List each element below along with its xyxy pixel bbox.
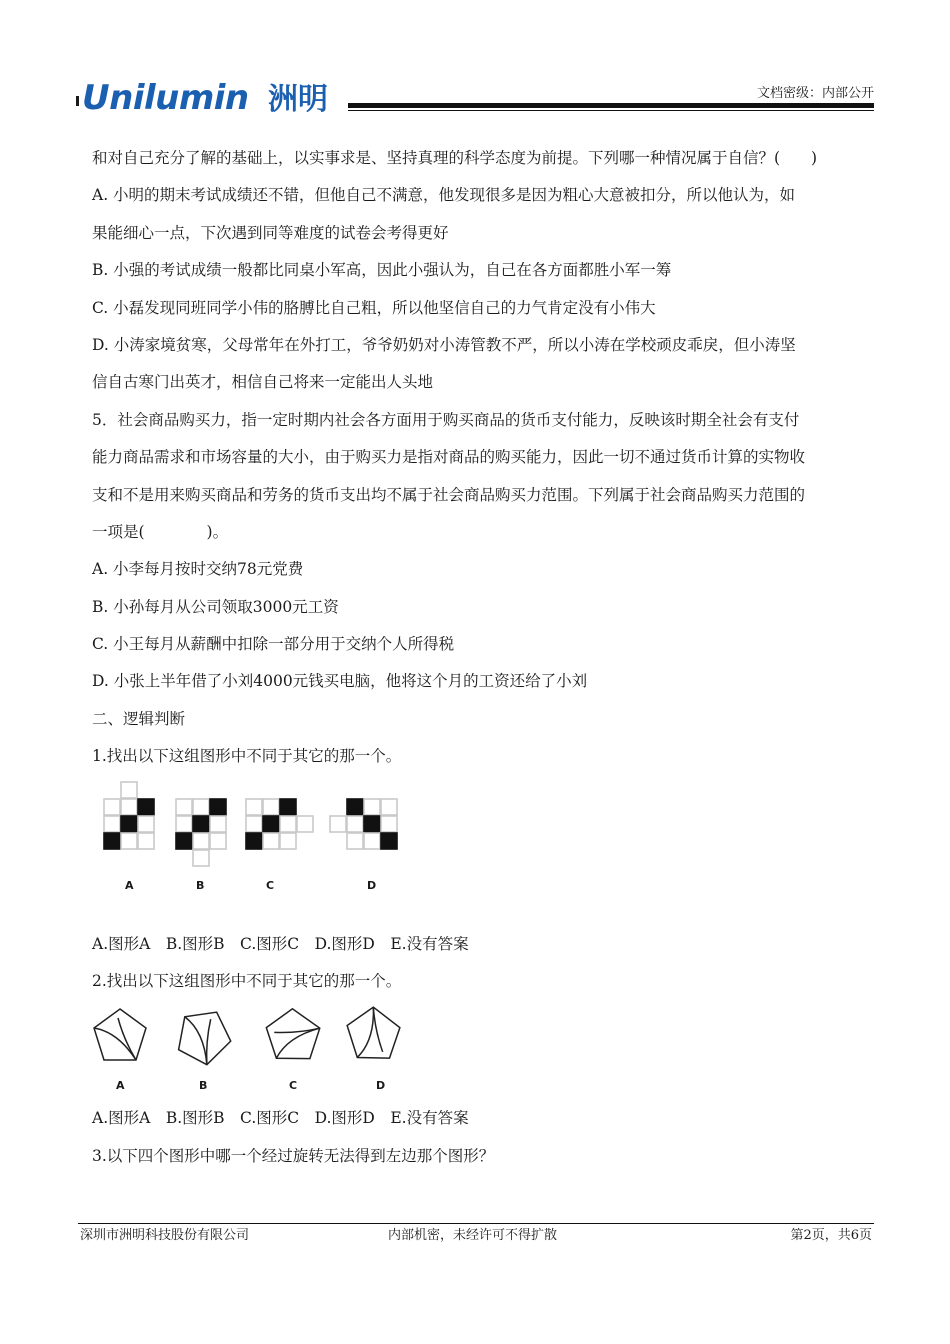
logic-question-3: 3.以下四个图形中哪一个经过旋转无法得到左边那个图形？ [92,1146,495,1165]
pentagon-label-a: A [116,1079,125,1093]
logic-figure-2 [92,1000,862,1100]
section-heading-logic: 二、逻辑判断 [92,709,186,728]
figure-label-b: B [196,878,205,892]
pentagon-figures [92,1004,422,1084]
question-4-option-a: A. 小明的期末考试成绩还不错，但他自己不满意，他发现很多是因为粗心大意被扣分，所以他认为，如 [92,186,796,205]
logic-question-2-options: A.图形A B.图形B C.图形C D.图形D E.没有答案 [92,1109,469,1128]
question-4-option-c: C. 小磊发现同班同学小伟的胳膊比自己粗，所以他坚信自己的力气肯定没有小伟大 [92,298,656,317]
question-4-option-d-cont: 信自古寒门出英才，相信自己将来一定能出人头地 [92,373,434,392]
pentagon-figure-b [170,1000,240,1069]
question-5-stem-2: 能力商品需求和市场容量的大小，由于购买力是指对商品的购买能力，因此一切不通过货币计算的实物收 [92,448,806,467]
grid-figure-a [104,782,154,849]
pentagon-figure-c [258,1003,323,1068]
pentagon-label-c: C [289,1079,298,1093]
question-5-stem-4: 一项是( )。 [92,522,229,541]
page-header [0,0,950,130]
logic-question-2: 2.找出以下这组图形中不同于其它的那一个。 [92,972,402,991]
question-5-option-c: C. 小王每月从薪酬中扣除一部分用于交纳个人所得税 [92,635,455,654]
logic-figure-1 [92,776,862,926]
figure-label-d: D [367,878,377,892]
footer-company: 深圳市洲明科技股份有限公司 [80,1228,250,1243]
grid-figure-b [176,799,226,866]
grid-figure-d [330,799,397,849]
logic-question-1: 1.找出以下这组图形中不同于其它的那一个。 [92,747,402,766]
pentagon-label-b: B [199,1079,208,1093]
company-logo-cn: 洲明 [268,82,328,117]
question-5-option-a: A. 小李每月按时交纳78元党费 [92,560,304,579]
question-5-option-d: D. 小张上半年借了小刘4000元钱买电脑，他将这个月的工资还给了小刘 [92,672,588,691]
pentagon-figure-a [94,1009,146,1060]
grid-figure-c [246,799,313,849]
figure-label-c: C [266,878,275,892]
logic-question-1-options: A.图形A B.图形B C.图形C D.图形D E.没有答案 [92,934,469,953]
document-body [92,140,862,1175]
footer-notice: 内部机密，未经许可不得扩散 [388,1228,558,1243]
document-classification: 文档密级：内部公开 [756,86,874,101]
pentagon-figure-d [339,1002,411,1074]
header-rule [348,103,874,108]
question-4-option-b: B. 小强的考试成绩一般都比同桌小军高，因此小强认为，自己在各方面都胜小军一筹 [92,261,672,280]
pentagon-label-d: D [376,1079,386,1093]
question-4-option-d: D. 小涛家境贫寒，父母常年在外打工，爷爷奶奶对小涛管教不严，所以小涛在学校顽皮乖戾，但小涛坚 [92,335,796,354]
figure-label-a: A [125,878,134,892]
question-5-option-b: B. 小孙每月从公司领取3000元工资 [92,597,339,616]
company-logo: Unilumin [82,78,249,118]
question-5-stem-1: 5．社会商品购买力，指一定时期内社会各方面用于购买商品的货币支付能力，反映该时期全社会有支付 [92,410,800,429]
question-4-option-a-cont: 果能细心一点，下次遇到同等难度的试卷会考得更好 [92,223,449,242]
footer-rule [78,1223,874,1224]
header-mark [76,96,79,106]
question-5-stem-3: 支和不是用来购买商品和劳务的货币支出均不属于社会商品购买力范围。下列属于社会商品购买力范围的 [92,485,806,504]
footer-page-number: 第2页，共6页 [790,1228,872,1243]
question-4-stem: 和对自己充分了解的基础上，以实事求是、坚持真理的科学态度为前提。下列哪一种情况属于自信？( ) [92,149,818,167]
header-rule-thin [348,110,874,111]
